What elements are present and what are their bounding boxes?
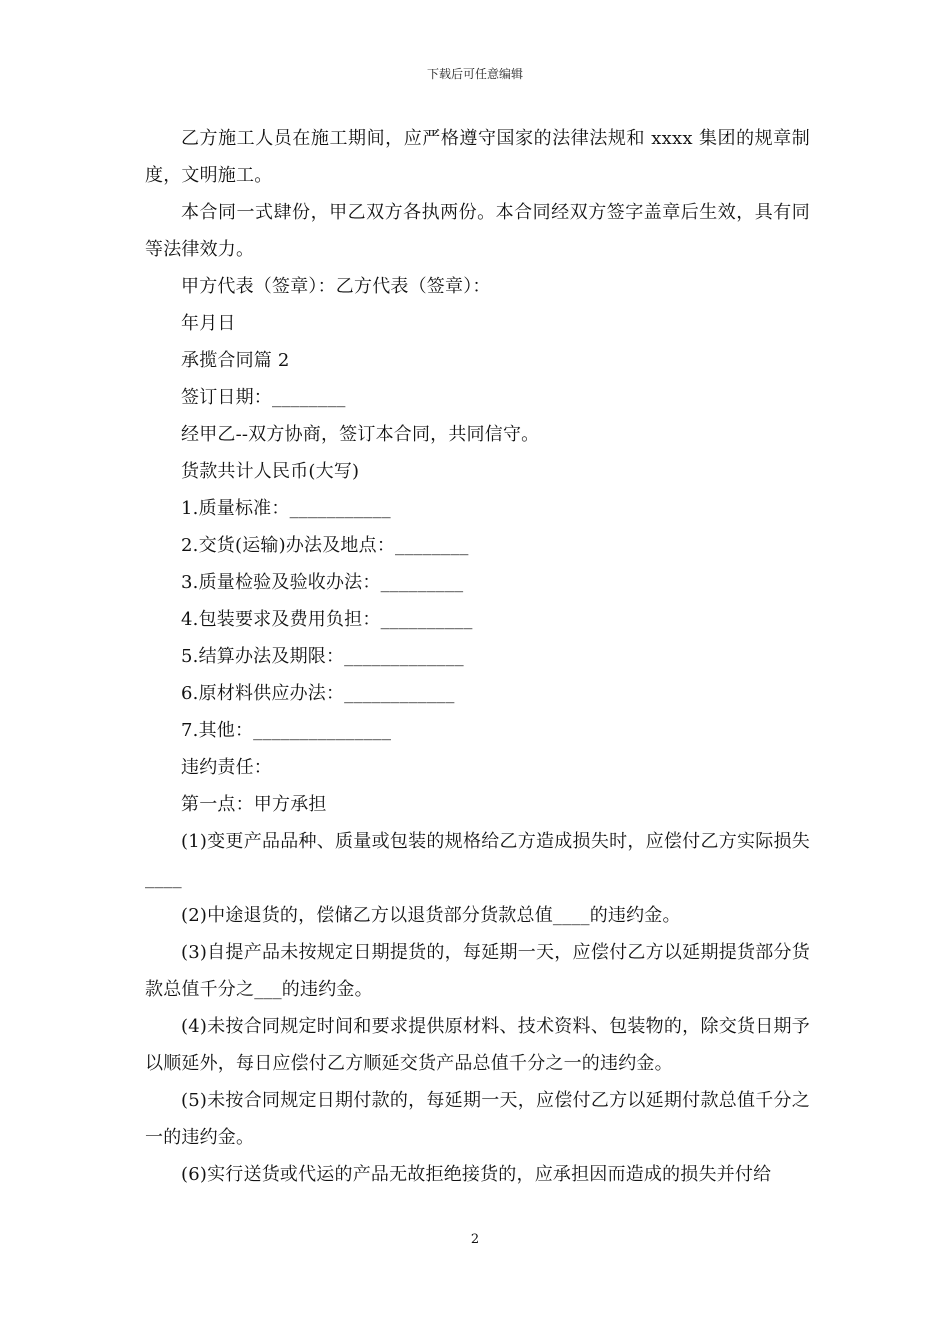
clause-settlement: 5.结算办法及期限：_____________ [181, 646, 464, 667]
liability-item-6: (6)实行送货或代运的产品无故拒绝接货的，应承担因而造成的损失并付给 [181, 1164, 772, 1185]
agreement-statement: 经甲乙--双方协商，签订本合同，共同信守。 [181, 424, 540, 445]
page-header: 下载后可任意编辑 [426, 67, 523, 81]
signature-line: 甲方代表（签章）：乙方代表（签章）： [181, 276, 491, 297]
paragraph-2: 本合同一式肆份，甲乙双方各执两份。本合同经双方签字盖章后生效，具有同等法律效力。 [145, 202, 810, 260]
signing-date: 签订日期：________ [181, 387, 346, 408]
liability-item-5: (5)未按合同规定日期付款的，每延期一天，应偿付乙方以延期付款总值千分之一的违约金。 [145, 1090, 810, 1148]
document-body [145, 120, 810, 1193]
liability-party-a: 第一点：甲方承担 [181, 794, 327, 815]
liability-item-3: (3)自提产品未按规定日期提货的，每延期一天，应偿付乙方以延期提货部分货款总值千分之___的违约金。 [145, 942, 810, 1000]
clause-other: 7.其他：_______________ [181, 720, 392, 741]
paragraph-1: 乙方施工人员在施工期间，应严格遵守国家的法律法规和 xxxx 集团的规章制度，文明施工。 [145, 128, 810, 186]
liability-heading: 违约责任： [181, 757, 272, 778]
liability-item-4: (4)未按合同规定时间和要求提供原材料、技术资料、包装物的，除交货日期予以顺延外，每日应偿付乙方顺延交货产品总值千分之一的违约金。 [145, 1016, 810, 1074]
clause-delivery: 2.交货(运输)办法及地点：________ [181, 535, 469, 556]
clause-quality-standard: 1.质量标准：___________ [181, 498, 391, 519]
liability-item-2: (2)中途退货的，偿储乙方以退货部分货款总值____的违约金。 [181, 905, 681, 926]
date-line: 年月日 [181, 313, 236, 334]
payment-total: 货款共计人民币(大写) [181, 461, 360, 482]
clause-inspection: 3.质量检验及验收办法：_________ [181, 572, 464, 593]
clause-packaging: 4.包装要求及费用负担：__________ [181, 609, 473, 630]
section-title: 承揽合同篇 2 [181, 350, 290, 371]
clause-materials: 6.原材料供应办法：____________ [181, 683, 455, 704]
liability-item-1: (1)变更产品品种、质量或包装的规格给乙方造成损失时，应偿付乙方实际损失____ [145, 831, 810, 889]
page-number: 2 [470, 1232, 480, 1247]
